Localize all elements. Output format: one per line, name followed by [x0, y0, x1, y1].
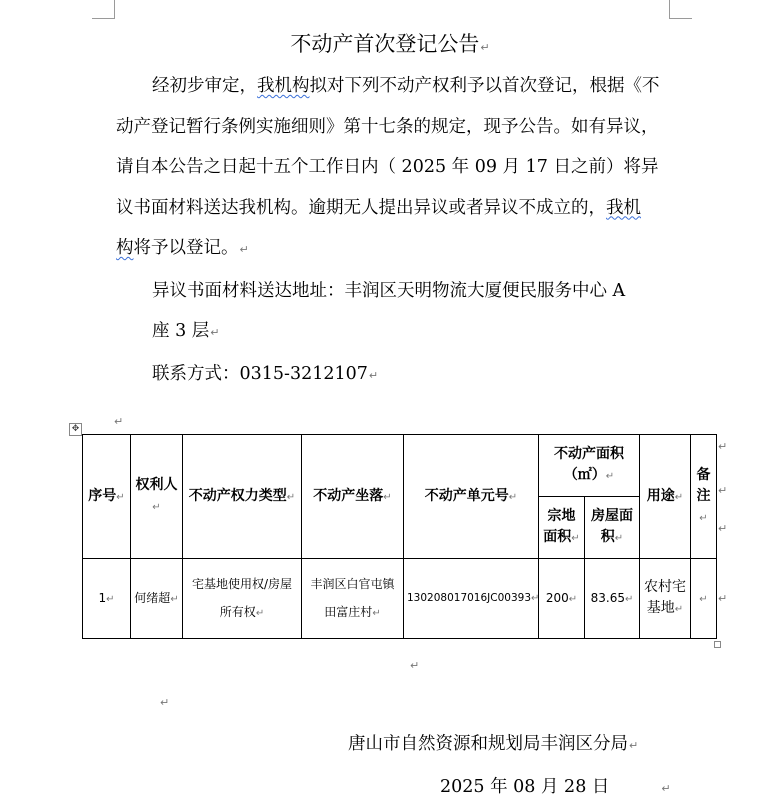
paragraph-mark: ↵ — [368, 368, 379, 382]
spellcheck-flagged-text[interactable]: 构 — [116, 238, 134, 258]
page-title: 不动产首次登记公告↵ — [290, 32, 490, 56]
cell-land-area[interactable]: 200↵ — [539, 559, 585, 639]
body-line-4: 议书面材料送达我机构。逾期无人提出异议或者异议不成立的，我机 — [116, 197, 641, 218]
header-house-area: 房屋面积↵ — [585, 497, 640, 559]
cell-remark[interactable]: ↵ — [691, 559, 717, 639]
header-location: 不动产坐落↵ — [302, 435, 404, 559]
cell-owner[interactable]: 何绪超↵ — [131, 559, 183, 639]
cell-seq[interactable]: 1↵ — [83, 559, 131, 639]
header-usage: 用途↵ — [640, 435, 691, 559]
table-resize-handle[interactable] — [714, 641, 721, 648]
body-line-5: 构将予以登记。↵ — [116, 238, 249, 258]
paragraph-mark: ↵ — [661, 782, 671, 795]
crop-mark-top-left — [92, 0, 115, 19]
table-row — [83, 559, 717, 639]
paragraph-mark: ↵ — [718, 592, 728, 605]
body-line-3: 请自本公告之日起十五个工作日内（ 2025 年 09 月 17 日之前）将异 — [116, 157, 659, 177]
address-line-1: 异议书面材料送达地址：丰润区天明物流大厦便民服务中心 A — [152, 280, 626, 301]
address-line-2: 座 3 层↵ — [152, 321, 220, 341]
crop-mark-top-right — [669, 0, 692, 19]
header-unit-no: 不动产单元号↵ — [404, 435, 539, 559]
header-seq: 序号↵ — [83, 435, 131, 559]
cell-right-type[interactable]: 宅基地使用权/房屋所有权↵ — [183, 559, 302, 639]
cell-usage[interactable]: 农村宅基地↵ — [640, 559, 691, 639]
cell-house-area[interactable]: 83.65↵ — [585, 559, 640, 639]
body-line-2: 动产登记暂行条例实施细则》第十七条的规定，现予公告。如有异议， — [116, 116, 659, 137]
notice-body — [116, 66, 676, 396]
contact-phone: 0315-3212107 — [239, 363, 368, 384]
contact-line: 联系方式：0315-3212107↵ — [152, 363, 379, 384]
paragraph-mark: ↵ — [410, 659, 420, 672]
paragraph-mark: ↵ — [629, 739, 639, 752]
paragraph-mark: ↵ — [718, 522, 728, 535]
paragraph-mark: ↵ — [160, 696, 170, 709]
header-owner: 权利人↵ — [131, 435, 183, 559]
header-right-type: 不动产权力类型↵ — [183, 435, 302, 559]
paragraph-mark: ↵ — [718, 440, 728, 453]
header-area-group: 不动产面积 （㎡）↵ — [539, 435, 640, 497]
paragraph-mark: ↵ — [718, 484, 728, 497]
cell-location[interactable]: 丰润区白官屯镇田富庄村↵ — [302, 559, 404, 639]
paragraph-mark: ↵ — [210, 326, 220, 339]
paragraph-mark: ↵ — [239, 243, 249, 256]
table-move-handle[interactable]: ✥ — [69, 423, 82, 436]
paragraph-mark: ↵ — [480, 41, 490, 54]
body-line-1: 经初步审定，我机构拟对下列不动产权利予以首次登记，根据《不 — [152, 76, 660, 96]
signature-date: 2025 年 08 月 28 日 ↵ — [440, 777, 671, 797]
spellcheck-flagged-text[interactable]: 我机 — [606, 197, 641, 218]
registration-table — [82, 434, 717, 639]
spellcheck-flagged-text[interactable]: 我机构 — [257, 76, 310, 96]
cell-unit-no[interactable]: 130208017016JC00393↵ — [404, 559, 539, 639]
header-remark: 备注↵ — [691, 435, 717, 559]
header-land-area: 宗地面积↵ — [539, 497, 585, 559]
signature-authority: 唐山市自然资源和规划局丰润区分局↵ — [348, 734, 639, 754]
paragraph-mark: ↵ — [114, 415, 124, 428]
